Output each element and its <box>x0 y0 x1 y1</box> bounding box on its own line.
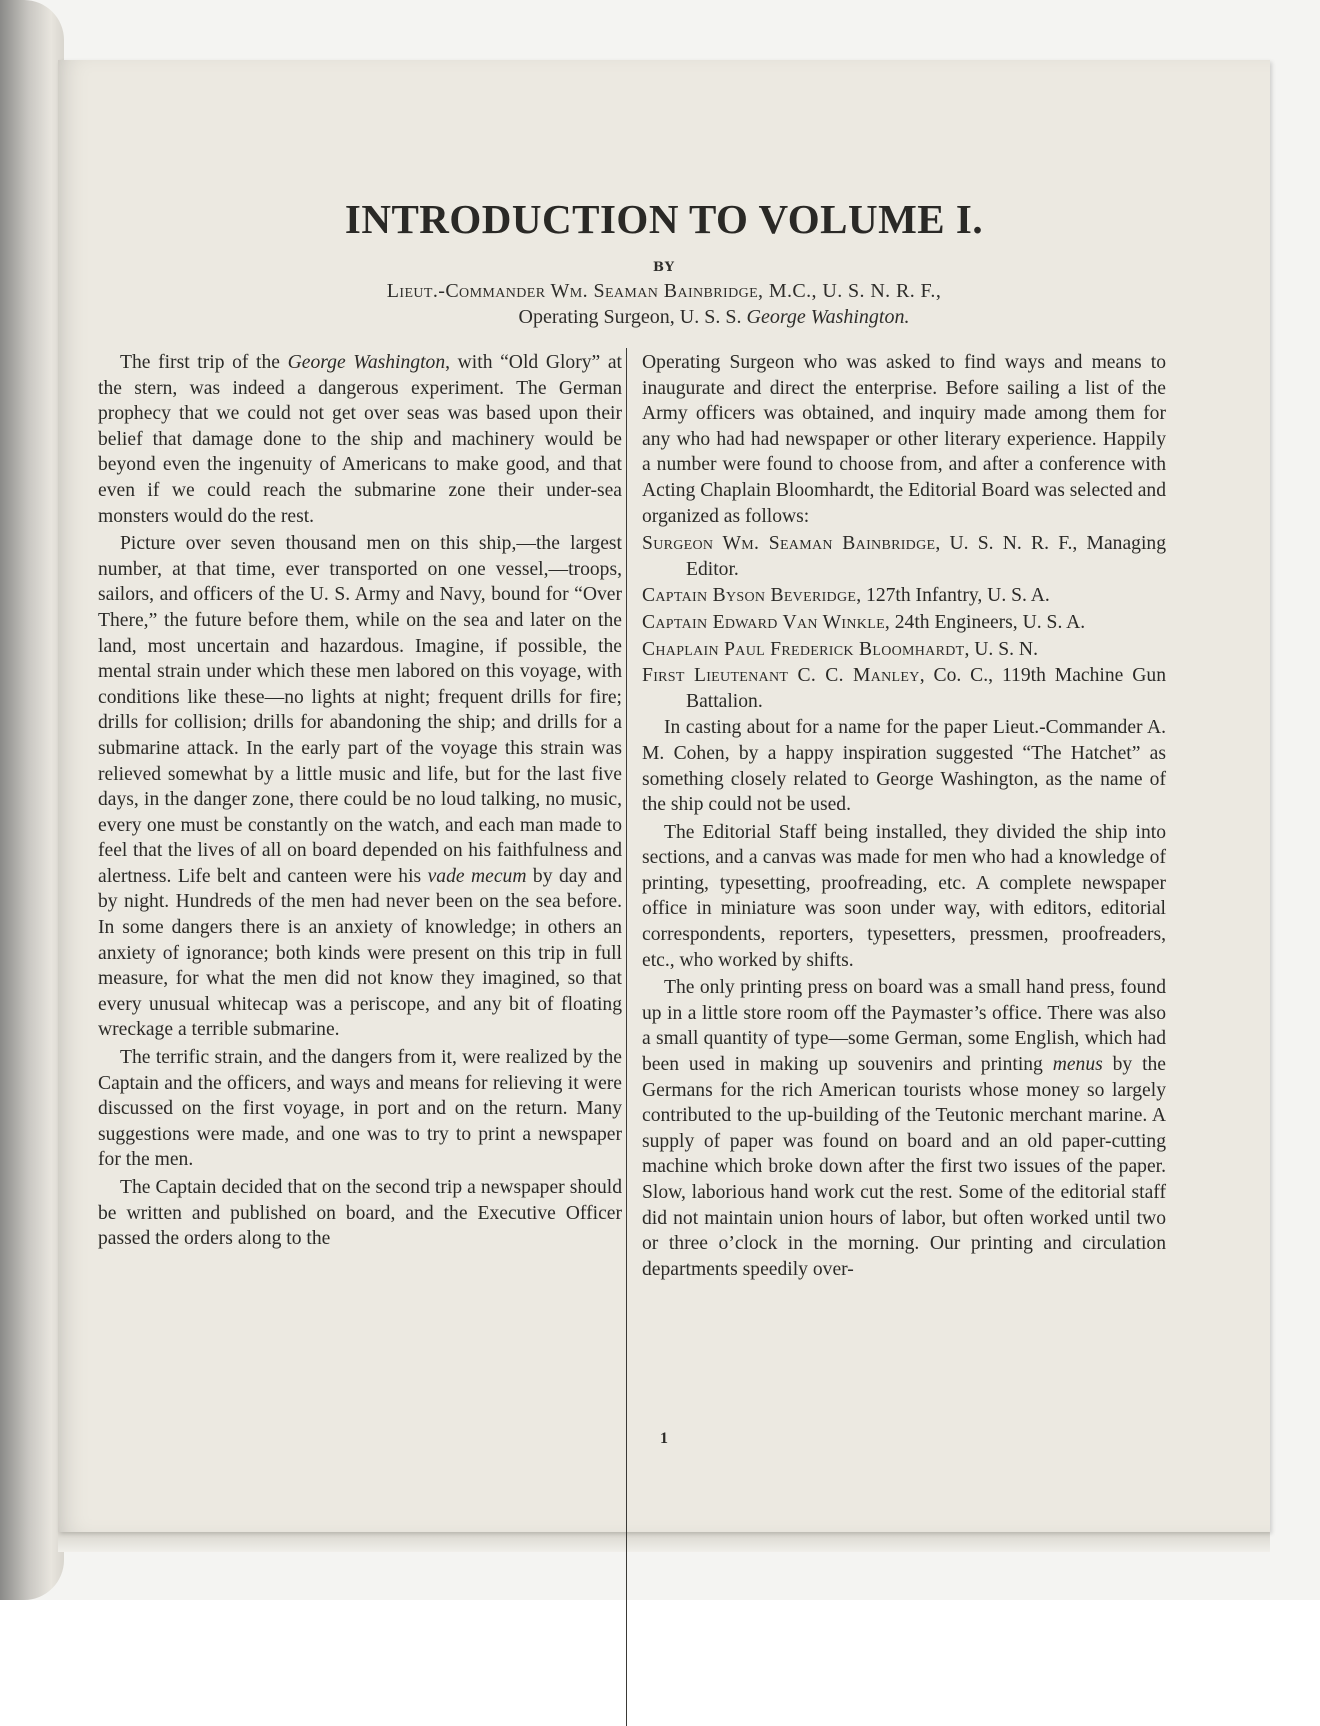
book-spine-edge <box>0 0 64 1600</box>
page-number: 1 <box>660 1430 668 1447</box>
column-divider <box>626 348 627 1726</box>
author-ship-name: George Washington. <box>746 306 910 328</box>
paragraph: The Editorial Staff being installed, they divided the ship into sections, and a canvas was made for men who had a knowledge of printing, typesetting, proofreading, etc. A complete newspaper office in miniature was soon under way, with editors, editorial correspondents, reporters, typesetters, pressmen, proofreaders, etc., who worked by shifts. <box>642 821 1166 971</box>
roster-entry <box>642 637 1166 663</box>
paragraph: Operating Surgeon who was asked to find ways and means to inaugurate and direct the enterprise. Before sailing a list of the Army officers was obtained, and inquiry made among them for any who had had newspaper or other literary experience. Happily a number were found to choose from, and after a conference with Acting Chaplain Bloomhardt, the Editorial Board was selected and organized as follows: <box>642 352 1166 527</box>
paragraph <box>98 531 622 1043</box>
paragraph: In casting about for a name for the paper Lieut.-Commander A. M. Cohen, by a happy inspiration suggested “The Hatchet” as something closely related to George Washington, as the name of the ship could not be used. <box>642 717 1166 816</box>
text-run: , with “Old Glory” at the stern, was indeed a dangerous experiment. The German prophecy that we could not get over seas was based upon their belief that damage done to the ship and machinery would be beyond even the ingenuity of Americans to make good, and that even if we could reach the submarine zone their under-sea monsters would do the rest. <box>98 352 623 527</box>
text-run: by the Germans for the rich American tourists whose money so largely contributed to the up-building of the Teutonic merchant marine. A supply of paper was found on board and an old paper-cutting machine which broke down after the first two issues of the paper. Slow, laborious hand work cut the rest. Some of the editorial staff did not maintain union hours of labor, but often worked until two or three o’clock in the morning. Our printing and circulation departments speedily over- <box>642 1054 1166 1280</box>
roster-name: Chaplain Paul Frederick Bloomhardt <box>642 638 965 660</box>
page-title: INTRODUCTION TO VOLUME I. <box>344 196 984 242</box>
roster-entry <box>642 583 1166 609</box>
right-column <box>642 350 1166 1284</box>
roster-entry <box>642 663 1166 714</box>
roster-entry <box>642 610 1166 636</box>
ship-name: George Washington <box>287 352 446 373</box>
paragraph: The Captain decided that on the second trip a newspaper should be written and published on board, and the Executive Officer passed the orders along to the <box>98 1177 622 1250</box>
paragraph <box>98 350 622 529</box>
roster-detail: , 24th Engineers, U. S. A. <box>884 611 1086 633</box>
roster-detail: , Co. C., 119th Machine Gun Battalion. <box>686 665 1167 712</box>
byline: BY <box>652 260 676 275</box>
roster-name: Captain Edward Van Winkle <box>642 611 885 633</box>
emphasized-word: menus <box>1052 1054 1103 1076</box>
latin-phrase: vade mecum <box>427 865 527 887</box>
text-run: Picture over seven thousand men on this ship,—the largest number, at that time, ever transported on one vessel,—troops, sailors, and officers of the U. S. Army and Navy, bound for “Over There,” the future before them, while on the sea and later on the land, most uncertain and hazardous. Imagine, if possible, the mental strain under which these men labored on this voyage, with conditions like these—no lights at night; frequent drills for fire; drills for collision; drills for abandoning the ship; and drills for a submarine attack. In the early part of the voyage this strain was relieved somewhat by a little music and life, but for the last five days, in the danger zone, there could be no loud talking, no music, every one must be constantly on the watch, and each man made to feel that the lives of all on board depended on his faithfulness and alertness. Life belt and canteen were his <box>98 533 622 887</box>
page-stack-edge <box>58 1532 1270 1552</box>
text-run: The only printing press on board was a small hand press, found up in a little store room off the Paymaster’s office. There was also a small quantity of type—some German, some English, which had been used in making up souvenirs and printing <box>642 977 1166 1076</box>
roster-detail: , 127th Infantry, U. S. A. <box>856 585 1050 607</box>
roster-detail: , U. S. N. R. F., Managing Editor. <box>686 533 1166 580</box>
author-name: Lieut.-Commander Wm. Seaman Bainbridge, M.C., U. S. N. R. F., <box>386 280 942 302</box>
left-column <box>98 350 622 1254</box>
book-page <box>58 60 1270 1532</box>
paragraph: The terrific strain, and the dangers from it, were realized by the Captain and the officers, and ways and means for relieving it were discussed on the first voyage, in port and on the return. Many suggestions were made, and one was to try to print a newspaper for the men. <box>98 1047 622 1171</box>
text-run: by day and by night. Hundreds of the men had never been on the sea before. In some dangers there is an anxiety of knowledge; in others an anxiety of ignorance; both kinds were present on this trip in full measure, for what the men did not know they imagined, so that every unusual whitecap was a periscope, and any bit of floating wreckage a terrible submarine. <box>98 865 622 1041</box>
roster-entry <box>642 531 1166 582</box>
paragraph <box>642 975 1166 1282</box>
author-title <box>58 306 1270 329</box>
author-title-text: Operating Surgeon, U. S. S. <box>518 306 747 328</box>
text-run: The first trip of the <box>120 352 288 373</box>
roster-name: Captain Byson Beveridge <box>642 585 857 607</box>
roster-name: Surgeon Wm. Seaman Bainbridge <box>642 533 936 555</box>
roster-detail: , U. S. N. <box>964 638 1038 660</box>
roster-name: First Lieutenant C. C. Manley <box>642 665 920 687</box>
